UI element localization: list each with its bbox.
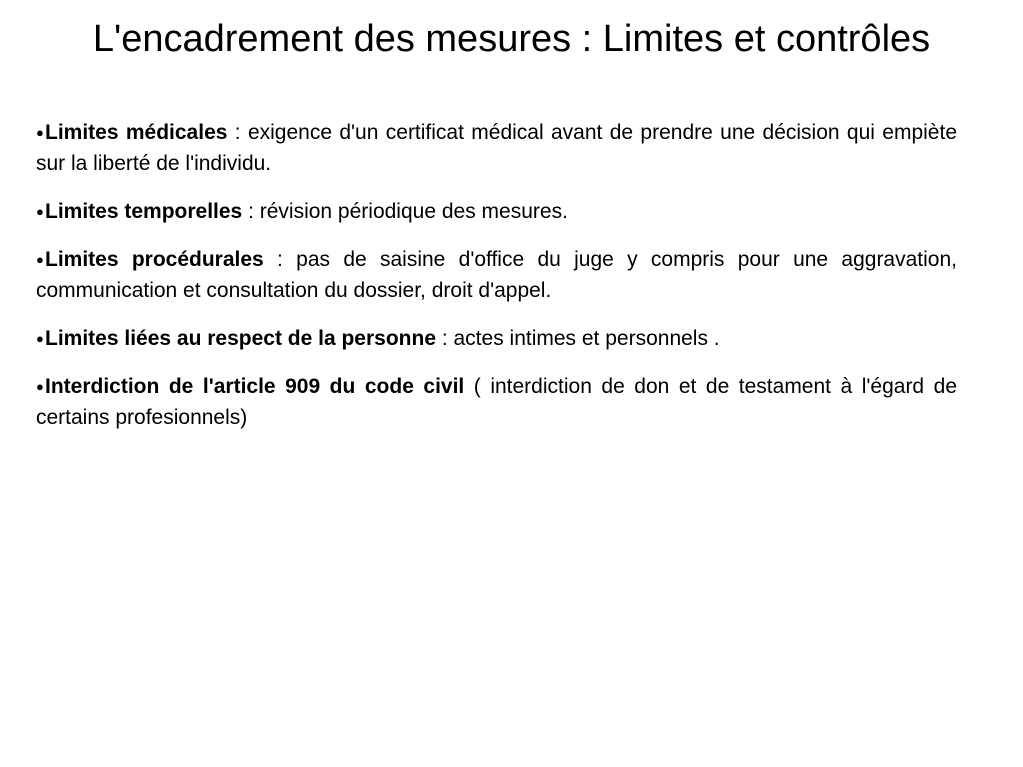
bullet-icon: ● [36,252,44,267]
bullet-item-limites-procedurales [36,244,957,306]
bullet-item-respect-personne [36,323,957,354]
bullet-item-limites-medicales [36,117,957,179]
bullet-term: Limites temporelles [45,200,243,223]
bullet-text: : actes intimes et personnels . [436,327,720,350]
bullet-list [36,117,957,450]
bullet-term: Limites médicales [45,121,228,144]
bullet-icon: ● [36,379,44,394]
bullet-term: Limites procédurales [45,248,264,271]
bullet-text: ( interdiction de don et de testament à l'égard de certains profesionnels) [36,375,958,429]
bullet-term: Interdiction de l'article 909 du code civil [45,375,465,398]
slide-title: L'encadrement des mesures : Limites et contrôles [92,18,931,60]
bullet-text: : exigence d'un certificat médical avant de prendre une décision qui empiète sur la liberté de l'individu. [36,121,958,175]
bullet-item-limites-temporelles [36,196,957,227]
bullet-item-article-909 [36,371,957,433]
bullet-text: : pas de saisine d'office du juge y compris pour une aggravation, communication et consultation du dossier, droit d'appel. [36,248,957,302]
bullet-term: Limites liées au respect de la personne [45,327,436,350]
bullet-icon: ● [36,331,44,346]
bullet-icon: ● [36,204,44,219]
bullet-icon: ● [36,125,44,140]
bullet-text: : révision périodique des mesures. [242,200,568,223]
